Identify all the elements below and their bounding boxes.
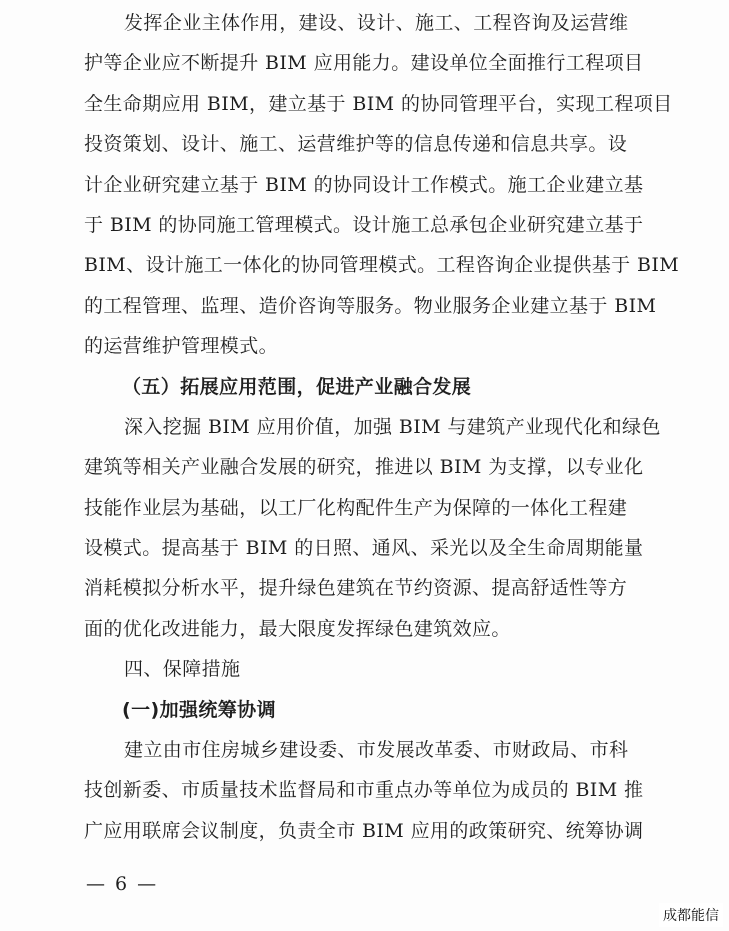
paragraph-line: 全生命期应用 BIM，建立基于 BIM 的协同管理平台，实现工程项目 (84, 92, 673, 115)
watermark: 成都能信 (659, 903, 723, 927)
section-heading-5: （五）拓展应用范围，促进产业融合发展 (122, 375, 472, 398)
section-heading-4: 四、保障措施 (124, 658, 241, 681)
page-number: — 6 — (86, 873, 159, 895)
paragraph-line: 建立由市住房城乡建设委、市发展改革委、市财政局、市科 (124, 739, 629, 762)
paragraph-line: 护等企业应不断提升 BIM 应用能力。建设单位全面推行工程项目 (84, 52, 644, 75)
document-body (84, 3, 684, 851)
subsection-heading-1: (一)加强统筹协调 (122, 698, 276, 721)
paragraph-line: 于 BIM 的协同施工管理模式。设计施工总承包企业研究建立基于 (84, 213, 644, 236)
paragraph-line: 发挥企业主体作用，建设、设计、施工、工程咨询及运营维 (124, 12, 629, 34)
paragraph-line: 技创新委、市质量技术监督局和市重点办等单位为成员的 BIM 推 (84, 779, 644, 802)
paragraph-line: 消耗模拟分析水平，提升绿色建筑在节约资源、提高舒适性等方 (84, 577, 628, 600)
paragraph-line: BIM、设计施工一体化的协同管理模式。工程咨询企业提供基于 BIM (84, 254, 680, 277)
paragraph-line: 深入挖掘 BIM 应用价值，加强 BIM 与建筑产业现代化和绿色 (124, 415, 661, 438)
paragraph-line: 的运营维护管理模式。 (84, 335, 279, 358)
paragraph-line: 计企业研究建立基于 BIM 的协同设计工作模式。施工企业建立基 (84, 173, 644, 196)
paragraph-line: 面的优化改进能力，最大限度发挥绿色建筑效应。 (84, 617, 511, 640)
paragraph-line: 投资策划、设计、施工、运营维护等的信息传递和信息共享。设 (84, 133, 628, 156)
paragraph-line: 广应用联席会议制度，负责全市 BIM 应用的政策研究、统筹协调 (84, 819, 644, 842)
paragraph-line: 技能作业层为基础，以工厂化构配件生产为保障的一体化工程建 (84, 496, 628, 519)
paragraph-line: 的工程管理、监理、造价咨询等服务。物业服务企业建立基于 BIM (84, 294, 657, 317)
paragraph-line: 建筑等相关产业融合发展的研究，推进以 BIM 为支撑，以专业化 (84, 456, 644, 479)
paragraph-line: 设模式。提高基于 BIM 的日照、通风、采光以及全生命周期能量 (84, 537, 644, 560)
